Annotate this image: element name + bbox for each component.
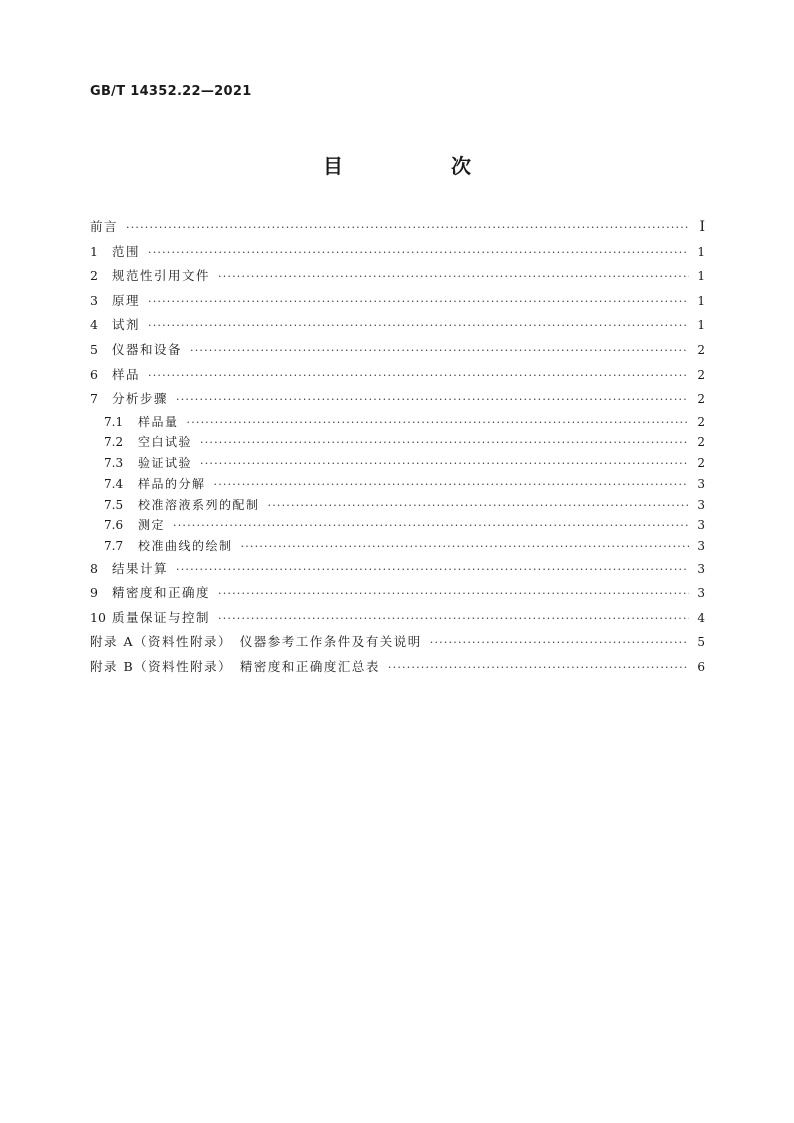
toc-entry-7[interactable]: [90, 387, 705, 412]
leader-dots: [148, 364, 689, 389]
toc-section-number: 7.7: [104, 538, 124, 553]
toc-entry-9[interactable]: [90, 581, 705, 606]
leader-dots: [126, 216, 689, 241]
toc-page-number: 1: [697, 269, 705, 284]
toc-entry-foreword[interactable]: [90, 215, 705, 240]
toc-page-number: 2: [697, 414, 705, 429]
toc-page-number: 2: [697, 342, 705, 357]
toc-section-number: 9: [90, 585, 98, 601]
toc-label: 精密度和正确度: [112, 585, 211, 601]
toc-page-number: 6: [697, 659, 705, 674]
leader-dots: [148, 314, 689, 339]
toc-entry-7-1[interactable]: [90, 412, 705, 433]
toc-page-number: 1: [697, 244, 705, 259]
toc-entry-4[interactable]: [90, 313, 705, 338]
toc-label: 测定: [138, 518, 166, 533]
toc-section-number: 7.2: [104, 435, 124, 450]
toc-label: 前言: [90, 219, 119, 234]
toc-label: 仪器和设备: [112, 341, 183, 357]
leader-dots: [176, 388, 689, 413]
leader-dots: [214, 475, 689, 496]
leader-dots: [176, 558, 689, 583]
toc-section-number: 8: [90, 560, 98, 576]
toc-page-number: 2: [697, 392, 705, 407]
toc-page-number: 3: [697, 561, 705, 576]
leader-dots: [200, 433, 689, 454]
leader-dots: [268, 496, 689, 517]
toc-label: 样品量: [138, 414, 179, 429]
toc-section-number: 10: [90, 609, 106, 625]
toc-page-number: Ⅰ: [699, 219, 705, 235]
toc-section-number: 7: [90, 391, 98, 407]
toc-section-number: 4: [90, 317, 98, 333]
toc-section-number: 7.1: [104, 414, 124, 429]
toc-label: 验证试验: [138, 456, 193, 471]
leader-dots: [430, 631, 689, 656]
toc-page-number: 4: [697, 610, 705, 625]
toc-page-number: 3: [697, 538, 705, 553]
leader-dots: [218, 607, 689, 632]
leader-dots: [218, 582, 689, 607]
leader-dots: [187, 413, 689, 434]
toc-page-number: 2: [697, 435, 705, 450]
leader-dots: [200, 454, 689, 475]
toc-label: 规范性引用文件: [112, 268, 211, 284]
toc-entry-8[interactable]: [90, 557, 705, 582]
toc-page-number: 1: [697, 318, 705, 333]
toc-entry-2[interactable]: [90, 264, 705, 289]
toc-entry-10[interactable]: [90, 606, 705, 631]
toc-label: 样品的分解: [138, 476, 206, 491]
toc-entry-7-5[interactable]: [90, 495, 705, 516]
toc-section-number: 7.6: [104, 518, 124, 533]
leader-dots: [241, 537, 689, 558]
toc-label: 范围: [112, 243, 141, 259]
toc-section-number: 1: [90, 243, 98, 259]
toc-section-number: 6: [90, 366, 98, 382]
toc-page-number: 2: [697, 367, 705, 382]
toc-label: 校准溶液系列的配制: [138, 497, 260, 512]
toc-entry-7-6[interactable]: [90, 515, 705, 536]
toc-page-number: 2: [697, 456, 705, 471]
leader-dots: [388, 656, 689, 681]
toc-section-number: 3: [90, 292, 98, 308]
toc-label: 附录 B（资料性附录） 精密度和正确度汇总表: [90, 658, 380, 674]
toc-entry-7-2[interactable]: [90, 432, 705, 453]
toc-label: 原理: [112, 292, 141, 308]
toc-page-number: 3: [697, 476, 705, 491]
toc-label: 试剂: [112, 317, 141, 333]
toc-entry-7-7[interactable]: [90, 536, 705, 557]
toc-label: 校准曲线的绘制: [138, 538, 233, 553]
standard-code: GB/T 14352.22—2021: [90, 84, 252, 99]
leader-dots: [148, 241, 689, 266]
toc-entry-1[interactable]: [90, 240, 705, 265]
toc-page-number: 3: [697, 497, 705, 512]
toc-section-number: 2: [90, 268, 98, 284]
toc-entry-5[interactable]: [90, 338, 705, 363]
toc-label: 样品: [112, 366, 141, 382]
toc-entry-appendix-b[interactable]: [90, 655, 705, 680]
toc-entry-appendix-a[interactable]: [90, 630, 705, 655]
toc-page-number: 1: [697, 293, 705, 308]
leader-dots: [148, 290, 689, 315]
toc-page-number: 5: [697, 635, 705, 650]
leader-dots: [190, 339, 689, 364]
toc-entry-7-4[interactable]: [90, 474, 705, 495]
toc-entry-7-3[interactable]: [90, 453, 705, 474]
toc-label: 质量保证与控制: [112, 609, 211, 625]
toc-page-number: 3: [697, 586, 705, 601]
toc-entry-3[interactable]: [90, 289, 705, 314]
page-title: 目 次: [323, 154, 515, 178]
toc-entry-6[interactable]: [90, 363, 705, 388]
toc-label: 结果计算: [112, 560, 169, 576]
leader-dots: [173, 516, 689, 537]
toc-label: 附录 A（资料性附录） 仪器参考工作条件及有关说明: [90, 634, 422, 650]
toc-section-number: 7.5: [104, 497, 124, 512]
toc-label: 分析步骤: [112, 391, 169, 407]
leader-dots: [218, 265, 689, 290]
toc-label: 空白试验: [138, 435, 193, 450]
toc-section-number: 5: [90, 341, 98, 357]
toc-section-number: 7.3: [104, 456, 124, 471]
toc-section-number: 7.4: [104, 476, 124, 491]
table-of-contents: [90, 215, 705, 680]
toc-page-number: 3: [697, 518, 705, 533]
